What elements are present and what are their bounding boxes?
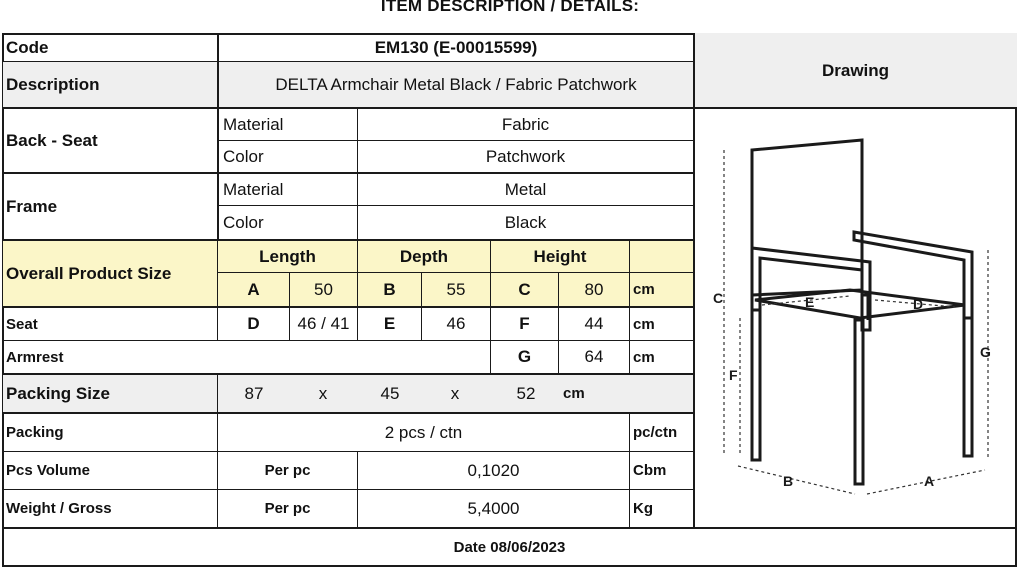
frame-color-value: Black <box>504 212 547 232</box>
c-value: 80 <box>584 279 604 299</box>
packing-times-2: x <box>450 383 460 403</box>
weight-label: Weight / Gross <box>6 500 112 517</box>
a-value: 50 <box>314 279 333 299</box>
back-seat-color-label: Color <box>223 146 264 166</box>
back-seat-label: Back - Seat <box>6 130 98 150</box>
dim-letter-b: B <box>783 473 794 489</box>
drawing-label: Drawing <box>821 60 890 80</box>
frame-material-value: Metal <box>504 179 547 199</box>
dim-letter-d: D <box>913 296 924 312</box>
packing-width-value: 45 <box>380 383 400 403</box>
pcs-volume-label: Pcs Volume <box>6 462 90 479</box>
dim-b-line <box>738 466 855 494</box>
c-label: C <box>518 279 531 299</box>
g-label: G <box>517 347 532 366</box>
back-right-leg <box>964 318 972 456</box>
frame-material-label: Material <box>223 179 284 199</box>
height-header: Height <box>533 246 587 266</box>
seat-unit: cm <box>633 315 655 333</box>
f-label: F <box>519 314 530 333</box>
packing-unit: pc/ctn <box>633 424 678 441</box>
weight-per-label: Per pc <box>264 500 311 517</box>
depth-header: Depth <box>399 246 449 266</box>
dim-letter-f: F <box>729 367 738 383</box>
code-value: EM130 (E-00015599) <box>374 37 538 57</box>
date-footer: Date 08/06/2023 <box>453 538 566 556</box>
description-label: Description <box>6 74 100 94</box>
frame-label: Frame <box>6 196 58 216</box>
d-value: 46 / 41 <box>297 314 350 333</box>
seat-label: Seat <box>6 315 38 333</box>
pcs-volume-unit: Cbm <box>633 462 667 479</box>
armrest-unit: cm <box>633 348 655 366</box>
dim-letter-a: A <box>924 473 935 489</box>
dim-letter-e: E <box>805 294 815 310</box>
front-right-leg <box>855 320 863 484</box>
front-left-leg <box>752 310 760 460</box>
b-value: 55 <box>446 279 466 299</box>
weight-unit: Kg <box>633 500 653 517</box>
description-value: DELTA Armchair Metal Black / Fabric Patchwork <box>275 74 637 94</box>
code-label: Code <box>6 37 49 57</box>
back-seat-material-value: Fabric <box>501 114 550 134</box>
back-seat-material-label: Material <box>223 114 284 134</box>
pcs-volume-value: 0,1020 <box>467 460 520 480</box>
packing-times-1: x <box>318 383 328 403</box>
packing-length-value: 87 <box>244 383 264 403</box>
back-seat-color-value: Patchwork <box>485 146 566 166</box>
packing-height-value: 52 <box>516 383 536 403</box>
pcs-volume-per-label: Per pc <box>264 462 311 479</box>
packing-label: Packing <box>6 424 64 441</box>
packing-size-unit: cm <box>563 385 585 402</box>
e-label: E <box>383 314 396 333</box>
e-value: 46 <box>446 314 466 333</box>
a-label: A <box>247 279 260 299</box>
overall-size-unit: cm <box>633 281 655 298</box>
dim-letter-c: C <box>713 290 724 306</box>
packing-size-label: Packing Size <box>6 383 110 403</box>
weight-value: 5,4000 <box>467 498 520 518</box>
packing-value: 2 pcs / ctn <box>384 422 463 442</box>
overall-size-label: Overall Product Size <box>6 263 172 283</box>
g-value: 64 <box>584 347 604 366</box>
f-value: 44 <box>584 314 604 333</box>
backrest-outline <box>752 140 862 295</box>
b-label: B <box>383 279 396 299</box>
armrest-label: Armrest <box>6 348 64 366</box>
d-label: D <box>247 314 260 333</box>
frame-color-label: Color <box>223 212 264 232</box>
page-title: ITEM DESCRIPTION / DETAILS: <box>380 0 640 15</box>
dim-letter-g: G <box>980 344 991 360</box>
length-header: Length <box>259 246 316 266</box>
